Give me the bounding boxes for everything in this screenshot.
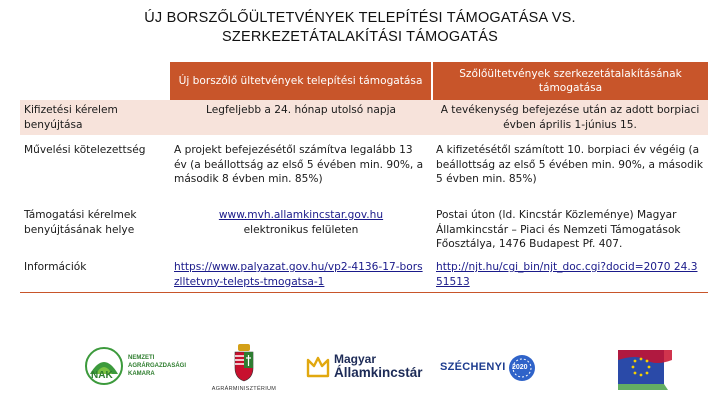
nak-logo xyxy=(84,344,194,392)
cell-new-vineyards xyxy=(170,255,432,293)
table-row xyxy=(20,135,708,203)
mvh-link[interactable]: www.mvh.allamkincstar.gov.hu xyxy=(218,209,384,221)
cell-restructuring: A tevékenység befejezése után az adott borpiaci évben április 1-június 15. xyxy=(432,100,708,135)
szechenyi-badge: 2020 xyxy=(512,364,528,371)
title-line-2: SZERKEZETÁTALAKÍTÁSI TÁMOGATÁS xyxy=(222,29,498,45)
nak-badge: NAK xyxy=(91,370,113,381)
title-line-1: ÚJ BORSZŐLŐÜLTETVÉNYEK TELEPÍTÉSI TÁMOGATÁSA VS. xyxy=(144,10,576,26)
table-header-row xyxy=(20,62,708,100)
eu-flag-icon xyxy=(616,346,672,392)
row-label: Támogatási kérelmek benyújtásának helye xyxy=(20,203,170,255)
cell-new-vineyards: Legfeljebb a 24. hónap utolsó napja xyxy=(170,100,432,135)
cell-restructuring: Postai úton (ld. Kincstár Közleménye) Magyar Államkincstár – Piaci és Nemzeti Támogatások Főosztálya, 1476 Budapest Pf. 407. xyxy=(432,203,708,255)
kincstar-emblem-icon xyxy=(306,356,330,378)
kincstar-logo xyxy=(306,350,426,384)
ministry-text: AGRÁRMINISZTÉRIUM xyxy=(211,386,277,392)
eu-flag-logo xyxy=(616,346,672,392)
palyazat-link[interactable]: https://www.palyazat.gov.hu/vp2-4136-17-borszlltetvny-telepts-tmogatsa-1 xyxy=(174,261,423,288)
table-row xyxy=(20,203,708,255)
nak-text-1: NEMZETI xyxy=(128,355,155,361)
logo-strip xyxy=(0,338,720,398)
row-label: Kifizetési kérelem benyújtása xyxy=(20,100,170,135)
nak-emblem-icon xyxy=(84,344,124,392)
header-new-vineyards: Új borszőlő ültetvények telepítési támogatása xyxy=(170,62,432,100)
cell-restructuring: A kifizetésétől számított 10. borpiaci év végéig (a beállottság az első 5 évében min. 90%, a második 5 évben min. 85%) xyxy=(432,135,708,203)
nak-text-3: KAMARA xyxy=(128,371,155,377)
coat-of-arms-icon xyxy=(233,344,255,382)
page-title xyxy=(0,9,720,47)
cell-restructuring xyxy=(432,255,708,293)
njt-link[interactable]: http://njt.hu/cgi_bin/njt_doc.cgi?docid=2070 24.351513 xyxy=(436,261,698,288)
szechenyi-logo xyxy=(440,352,540,386)
cell-new-vineyards: A projekt befejezésétől számítva legalább 13 év (a beállottság az első 5 évében min. 90%, a második 8 évben min. 85%) xyxy=(170,135,432,203)
ministry-logo xyxy=(204,342,284,398)
nak-text-2: AGRÁRGAZDASÁGI xyxy=(128,363,186,369)
table-row xyxy=(20,100,708,135)
header-empty-cell xyxy=(20,62,170,100)
header-restructuring: Szőlőültetvények szerkezetátalakításának támogatása xyxy=(432,62,708,100)
row-label: Művelési kötelezettség xyxy=(20,135,170,203)
kincstar-text-1: Magyar xyxy=(334,352,377,366)
row-label: Információk xyxy=(20,255,170,293)
table-row xyxy=(20,255,708,293)
cell-new-vineyards xyxy=(170,203,432,255)
kincstar-text-2: Államkincstár xyxy=(334,365,423,380)
szechenyi-text: SZÉCHENYI xyxy=(440,361,506,373)
comparison-table xyxy=(20,62,708,293)
electronic-interface-text: elektronikus felületen xyxy=(243,223,359,236)
